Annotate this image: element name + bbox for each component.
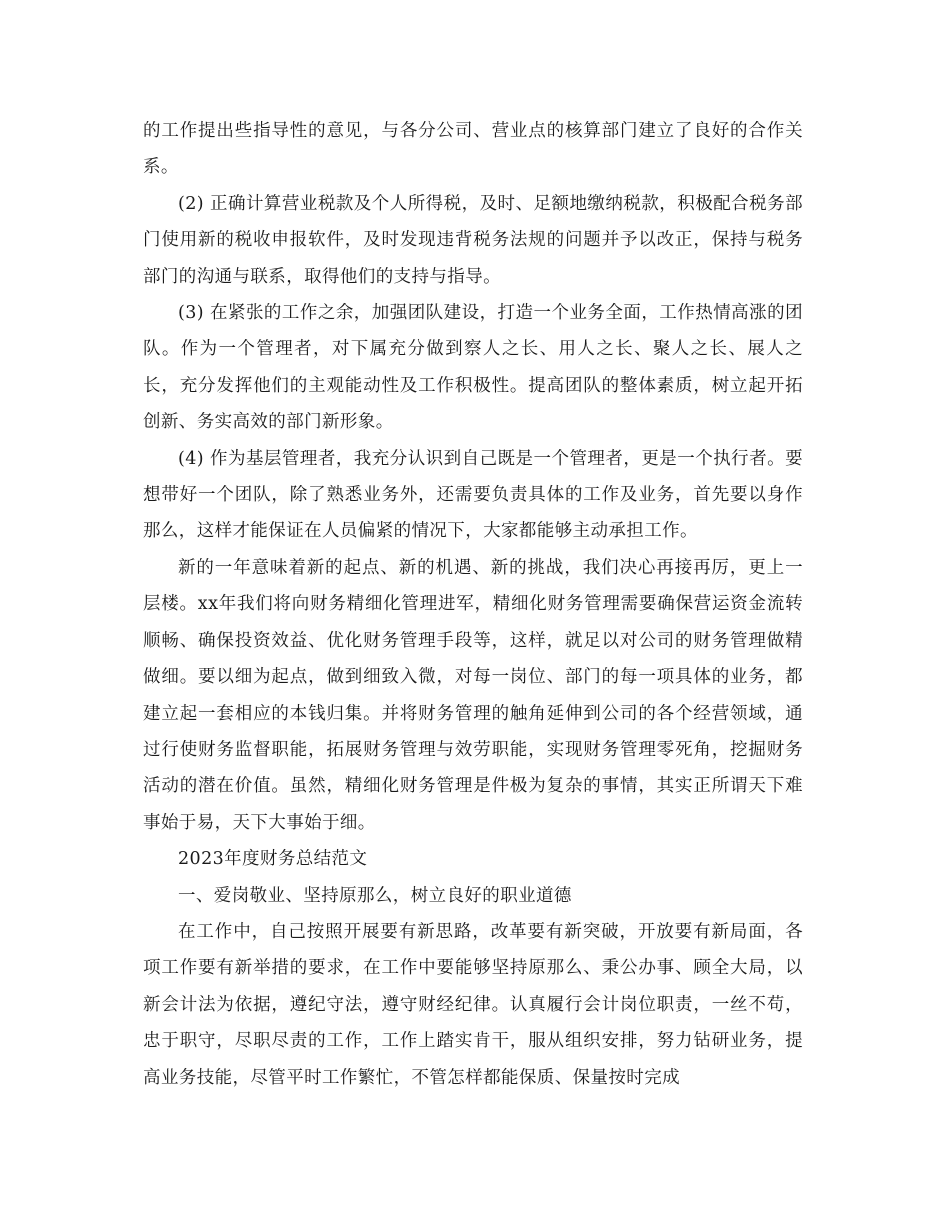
document-body: [143, 113, 803, 1096]
section-heading-1: 一、爱岗敬业、坚持原那么，树立良好的职业道德: [178, 885, 572, 906]
paragraph-item-3: (3) 在紧张的工作之余，加强团队建设，打造一个业务全面，工作热情高涨的团队。作为一个管理者，对下属充分做到察人之长、用人之长、聚人之长、展人之长，充分发挥他们的主观能动性及工作积极性。提高团队的整体素质，树立起开拓创新、务实高效的部门新形象。: [143, 303, 803, 433]
paragraph-work: 在工作中，自己按照开展要有新思路，改革要有新突破，开放要有新局面，各项工作要有新举措的要求，在工作中要能够坚持原那么、秉公办事、顾全大局，以新会计法为依据，遵纪守法，遵守财经纪律。认真履行会计岗位职责，一丝不苟，忠于职守，尽职尽责的工作，工作上踏实肯干，服从组织安排，努力钻研业务，提高业务技能，尽管平时工作繁忙，不管怎样都能保质、保量按时完成: [143, 921, 803, 1088]
paragraph-item-4: (4) 作为基层管理者，我充分认识到自己既是一个管理者，更是一个执行者。要想带好一个团队，除了熟悉业务外，还需要负责具体的工作及业务，首先要以身作那么，这样才能保证在人员偏紧的情况下，大家都能够主动承担工作。: [143, 448, 803, 542]
paragraph-new-year: 新的一年意味着新的起点、新的机遇、新的挑战，我们决心再接再厉，更上一层楼。xx年我们将向财务精细化管理进军，精细化财务管理需要确保营运资金流转顺畅、确保投资效益、优化财务管理手段等，这样，就足以对公司的财务管理做精做细。要以细为起点，做到细致入微，对每一岗位、部门的每一项具体的业务，都建立起一套相应的本钱归集。并将财务管理的触角延伸到公司的各个经营领域，通过行使财务监督职能，拓展财务管理与效劳职能，实现财务管理零死角，挖掘财务活动的潜在价值。虽然，精细化财务管理是件极为复杂的事情，其实正所谓天下难事始于易，天下大事始于细。: [143, 557, 803, 833]
paragraph-item-2: (2) 正确计算营业税款及个人所得税，及时、足额地缴纳税款，积极配合税务部门使用新的税收申报软件，及时发现违背税务法规的问题并予以改正，保持与税务部门的沟通与联系，取得他们的支持与指导。: [143, 193, 803, 287]
paragraph-continuation: 的工作提出些指导性的意见，与各分公司、营业点的核算部门建立了良好的合作关系。: [143, 121, 803, 178]
section-title: 2023年度财务总结范文: [178, 849, 368, 870]
